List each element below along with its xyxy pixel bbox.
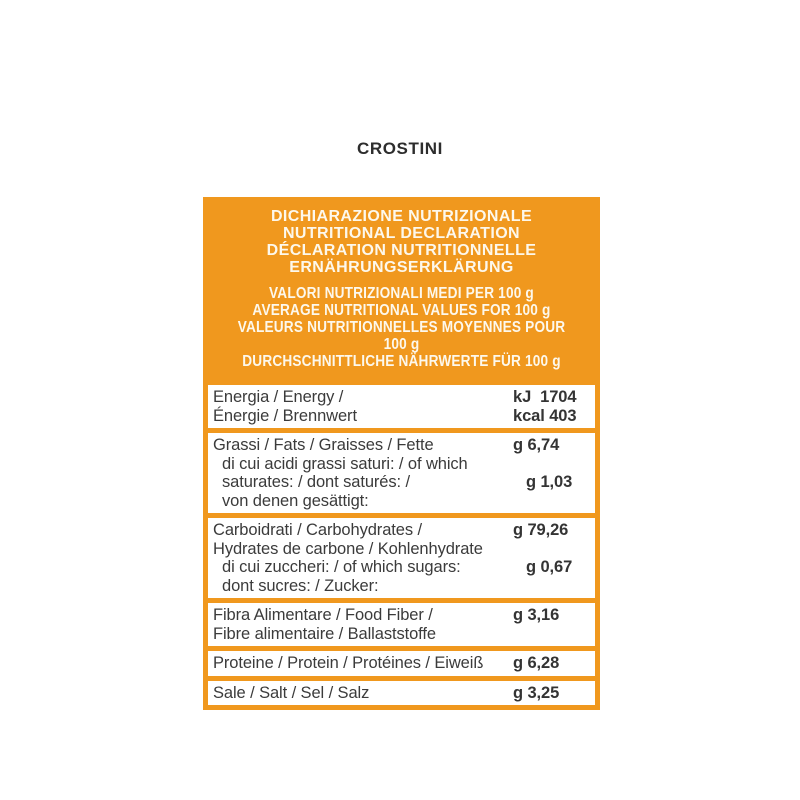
row-sublabel: dont sucres: / Zucker:: [222, 576, 379, 595]
declaration-line-en: NUTRITIONAL DECLARATION: [282, 225, 521, 242]
table-row-fats: [208, 433, 595, 513]
row-label: Sale / Salt / Sel / Salz: [213, 683, 370, 702]
declaration-line-de: ERNÄHRUNGSERKLÄRUNG: [289, 259, 514, 276]
row-label: Fibra Alimentare / Food Fiber /: [213, 606, 433, 624]
per-100g-line-it: VALORI NUTRIZIONALI MEDI PER 100 g: [269, 285, 534, 302]
nutrition-label: [203, 197, 600, 710]
row-value-salt: g 3,25: [513, 683, 560, 702]
row-value-carbohydrates: g 79,26: [513, 521, 569, 539]
row-label: Hydrates de carbone / Kohlenhydrate: [213, 539, 483, 558]
row-label: Grassi / Fats / Graisses / Fette: [213, 436, 434, 454]
per-100g-heading: [231, 285, 572, 370]
table-row-fiber: [208, 603, 595, 646]
row-value-fats: g 6,74: [513, 436, 560, 454]
row-value-protein: g 6,28: [513, 654, 560, 672]
row-sublabel: saturates: / dont saturés: /: [222, 473, 410, 491]
per-100g-line-fr: VALEURS NUTRITIONNELLES MOYENNES POUR 100 g: [237, 319, 566, 353]
table-row-energy: [208, 385, 595, 428]
row-value-fiber: g 3,16: [513, 606, 560, 624]
row-value-saturates: g 1,03: [526, 473, 573, 491]
table-row-carbohydrates: [208, 518, 595, 598]
declaration-line-fr: DÉCLARATION NUTRITIONNELLE: [266, 242, 537, 259]
row-sublabel: di cui acidi grassi saturi: / of which: [222, 454, 468, 473]
per-100g-line-de: DURCHSCHNITTLICHE NÄHRWERTE FÜR 100 g: [242, 353, 561, 370]
row-label: Fibre alimentaire / Ballaststoffe: [213, 624, 436, 643]
declaration-heading: [208, 208, 595, 276]
table-row-protein: [208, 651, 595, 676]
row-label: Proteine / Protein / Protéines / Eiweiß: [213, 654, 484, 672]
label-header: [208, 202, 595, 380]
row-label: Énergie / Brennwert: [213, 406, 357, 425]
per-100g-line-en: AVERAGE NUTRITIONAL VALUES FOR 100 g: [252, 302, 551, 319]
row-sublabel: von denen gesättigt:: [222, 491, 369, 510]
row-sublabel: di cui zuccheri: / of which sugars:: [222, 558, 461, 576]
product-title: CROSTINI: [356, 139, 444, 158]
row-value-kcal: kcal 403: [513, 406, 577, 425]
row-value-kj: kJ 1704: [513, 388, 577, 406]
row-label: Energia / Energy /: [213, 388, 344, 406]
row-label: Carboidrati / Carbohydrates /: [213, 521, 422, 539]
row-value-sugars: g 0,67: [526, 558, 573, 576]
table-row-salt: [208, 681, 595, 706]
declaration-line-it: DICHIARAZIONE NUTRIZIONALE: [270, 208, 533, 225]
